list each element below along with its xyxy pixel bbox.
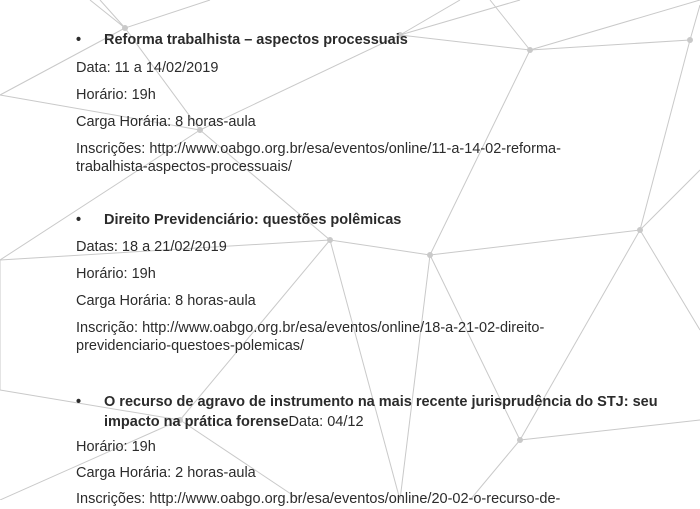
event-3-date: Data: 04/12 (288, 414, 364, 430)
event-2-registration-link-cont[interactable]: previdenciario-questoes-polemicas/ (76, 338, 305, 354)
event-1-hours: Carga Horária: 8 horas-aula (76, 114, 256, 130)
event-3-hours: Carga Horária: 2 horas-aula (76, 465, 256, 481)
event-2-time: Horário: 19h (76, 266, 156, 282)
event-1-time: Horário: 19h (76, 87, 156, 103)
event-1-registration-link-cont[interactable]: trabalhista-aspectos-processuais/ (76, 159, 292, 175)
event-1-registration-link[interactable]: Inscrições: http://www.oabgo.org.br/esa/eventos/online/11-a-14-02-reforma- (76, 141, 561, 157)
event-3-registration-link[interactable]: Inscrições: http://www.oabgo.org.br/esa/eventos/online/20-02-o-recurso-de- (76, 491, 561, 507)
event-3-time: Horário: 19h (76, 439, 156, 455)
event-2-date: Datas: 18 a 21/02/2019 (76, 239, 227, 255)
event-3-title-block (104, 392, 664, 432)
event-3-title-cont: impacto na prática forense (104, 414, 289, 430)
event-2-title: Direito Previdenciário: questões polêmicas (104, 212, 402, 228)
event-3-title: O recurso de agravo de instrumento na mais recente jurisprudência do STJ: seu (104, 394, 658, 410)
bullet-icon: • (76, 394, 82, 410)
event-2-hours: Carga Horária: 8 horas-aula (76, 293, 256, 309)
event-1-date: Data: 11 a 14/02/2019 (76, 60, 219, 76)
event-1-title: Reforma trabalhista – aspectos processuais (104, 32, 408, 48)
bullet-icon: • (76, 212, 82, 228)
bullet-icon: • (76, 32, 82, 48)
event-2-registration-link[interactable]: Inscrição: http://www.oabgo.org.br/esa/eventos/online/18-a-21-02-direito- (76, 320, 545, 336)
